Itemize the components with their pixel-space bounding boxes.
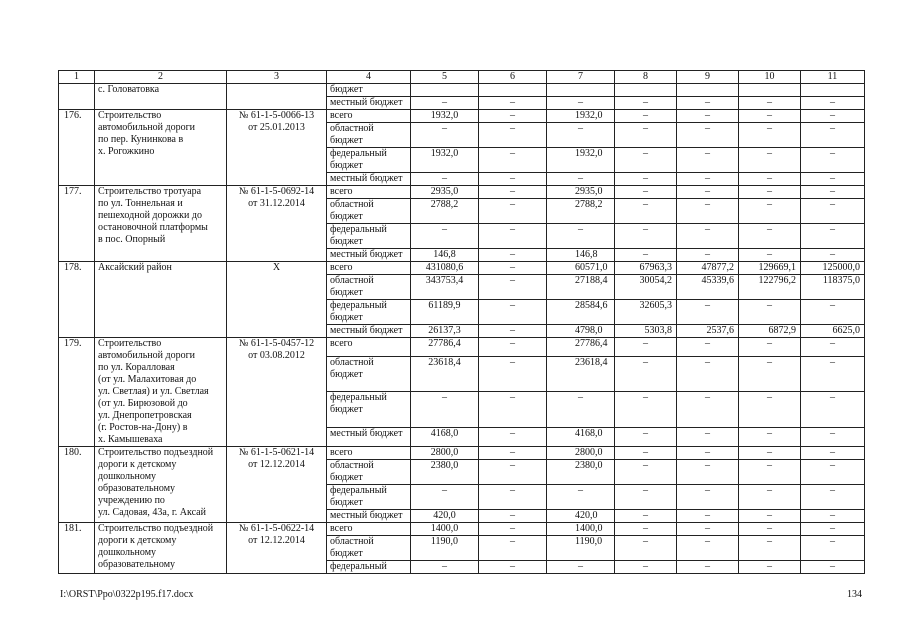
value-cell: – xyxy=(479,561,547,574)
value-cell: – xyxy=(411,485,479,510)
object-name: Строительство подъездной дороги к детскому дошкольному образовательному xyxy=(95,523,227,574)
funding-source: федеральный xyxy=(327,561,411,574)
value-cell: 2788,2 xyxy=(547,199,615,224)
value-cell: 129669,1 xyxy=(739,262,801,275)
row-number xyxy=(59,84,95,110)
table-row xyxy=(59,84,865,97)
header-row xyxy=(59,71,865,84)
funding-source: всего xyxy=(327,110,411,123)
value-cell: – xyxy=(615,224,677,249)
object-name: Строительство автомобильной дороги по ул. Коралловая (от ул. Малахитовая до ул. Светлая) и ул. Светлая (от ул. Бирюзовой до ул. Днепропетровская (г. Ростов-на-Дону) в х. Камышеваха xyxy=(95,338,227,447)
value-cell: – xyxy=(801,523,865,536)
value-cell: – xyxy=(677,148,739,173)
column-header: 9 xyxy=(677,71,739,84)
value-cell: 27786,4 xyxy=(411,338,479,357)
table-row xyxy=(59,186,865,199)
value-cell: – xyxy=(479,338,547,357)
value-cell: – xyxy=(677,510,739,523)
value-cell: – xyxy=(677,173,739,186)
value-cell: – xyxy=(801,510,865,523)
column-header: 7 xyxy=(547,71,615,84)
value-cell: – xyxy=(615,428,677,447)
object-name: с. Головатовка xyxy=(95,84,227,110)
value-cell: – xyxy=(677,523,739,536)
value-cell: – xyxy=(479,460,547,485)
value-cell: – xyxy=(739,123,801,148)
value-cell: – xyxy=(739,392,801,428)
value-cell: 32605,3 xyxy=(615,300,677,325)
value-cell: – xyxy=(801,249,865,262)
value-cell: 1190,0 xyxy=(547,536,615,561)
value-cell: – xyxy=(615,536,677,561)
value-cell: – xyxy=(411,224,479,249)
value-cell: – xyxy=(615,392,677,428)
value-cell: – xyxy=(479,224,547,249)
value-cell: – xyxy=(677,428,739,447)
value-cell: – xyxy=(677,356,739,392)
value-cell: 2800,0 xyxy=(411,447,479,460)
table-row xyxy=(59,110,865,123)
value-cell: – xyxy=(739,338,801,357)
budget-table xyxy=(58,70,865,574)
document-path: I:\ORST\Ppo\0322p195.f17.docx xyxy=(60,589,194,600)
value-cell: – xyxy=(677,249,739,262)
value-cell: 60571,0 xyxy=(547,262,615,275)
value-cell: 2935,0 xyxy=(411,186,479,199)
row-number: 178. xyxy=(59,262,95,338)
value-cell: 2935,0 xyxy=(547,186,615,199)
registration-number: № 61-1-5-0457-12 от 03.08.2012 xyxy=(227,338,327,447)
value-cell: 4168,0 xyxy=(547,428,615,447)
value-cell: – xyxy=(739,356,801,392)
value-cell: – xyxy=(615,356,677,392)
funding-source: федеральный бюджет xyxy=(327,485,411,510)
value-cell: – xyxy=(411,173,479,186)
value-cell: – xyxy=(479,249,547,262)
funding-source: всего xyxy=(327,186,411,199)
row-number: 177. xyxy=(59,186,95,262)
value-cell: – xyxy=(739,510,801,523)
value-cell: – xyxy=(615,460,677,485)
value-cell: – xyxy=(801,148,865,173)
funding-source: областной бюджет xyxy=(327,123,411,148)
value-cell: – xyxy=(677,97,739,110)
value-cell: – xyxy=(677,338,739,357)
value-cell: 1400,0 xyxy=(411,523,479,536)
value-cell: – xyxy=(801,536,865,561)
column-header: 10 xyxy=(739,71,801,84)
value-cell: – xyxy=(479,536,547,561)
funding-source: местный бюджет xyxy=(327,428,411,447)
value-cell: 6872,9 xyxy=(739,325,801,338)
value-cell: 1400,0 xyxy=(547,523,615,536)
value-cell xyxy=(739,84,801,97)
value-cell: 420,0 xyxy=(411,510,479,523)
registration-number xyxy=(227,84,327,110)
value-cell: 125000,0 xyxy=(801,262,865,275)
funding-source: местный бюджет xyxy=(327,249,411,262)
value-cell: 1932,0 xyxy=(411,148,479,173)
value-cell: – xyxy=(739,199,801,224)
value-cell: – xyxy=(739,300,801,325)
value-cell xyxy=(547,84,615,97)
value-cell: – xyxy=(677,186,739,199)
value-cell: – xyxy=(479,97,547,110)
value-cell: – xyxy=(479,300,547,325)
value-cell: – xyxy=(615,186,677,199)
value-cell xyxy=(677,84,739,97)
value-cell: – xyxy=(547,173,615,186)
column-header: 8 xyxy=(615,71,677,84)
value-cell: – xyxy=(615,199,677,224)
value-cell: – xyxy=(547,123,615,148)
value-cell: – xyxy=(801,338,865,357)
column-header: 2 xyxy=(95,71,227,84)
value-cell: – xyxy=(479,199,547,224)
value-cell: – xyxy=(547,561,615,574)
value-cell: – xyxy=(739,148,801,173)
value-cell: – xyxy=(615,110,677,123)
value-cell xyxy=(801,84,865,97)
value-cell: 1932,0 xyxy=(547,148,615,173)
value-cell: 45339,6 xyxy=(677,275,739,300)
column-header: 4 xyxy=(327,71,411,84)
value-cell: – xyxy=(801,300,865,325)
funding-source: областной бюджет xyxy=(327,275,411,300)
value-cell: – xyxy=(479,123,547,148)
value-cell: 1932,0 xyxy=(547,110,615,123)
value-cell: 5303,8 xyxy=(615,325,677,338)
value-cell: – xyxy=(801,428,865,447)
registration-number: Х xyxy=(227,262,327,338)
value-cell: – xyxy=(801,561,865,574)
table-row xyxy=(59,262,865,275)
value-cell: 6625,0 xyxy=(801,325,865,338)
value-cell: 67963,3 xyxy=(615,262,677,275)
funding-source: всего xyxy=(327,262,411,275)
value-cell: – xyxy=(547,485,615,510)
column-header: 6 xyxy=(479,71,547,84)
value-cell: – xyxy=(739,460,801,485)
value-cell: 146,8 xyxy=(411,249,479,262)
funding-source: всего xyxy=(327,447,411,460)
funding-source: областной бюджет xyxy=(327,199,411,224)
table-row xyxy=(59,338,865,357)
value-cell: – xyxy=(801,392,865,428)
value-cell: – xyxy=(615,338,677,357)
column-header: 5 xyxy=(411,71,479,84)
value-cell: – xyxy=(411,97,479,110)
value-cell: – xyxy=(677,300,739,325)
value-cell: – xyxy=(801,485,865,510)
value-cell: 2800,0 xyxy=(547,447,615,460)
value-cell: 2788,2 xyxy=(411,199,479,224)
registration-number: № 61-1-5-0692-14 от 31.12.2014 xyxy=(227,186,327,262)
table-row xyxy=(59,523,865,536)
value-cell: – xyxy=(479,110,547,123)
row-number: 180. xyxy=(59,447,95,523)
value-cell: – xyxy=(739,97,801,110)
value-cell: – xyxy=(677,392,739,428)
value-cell: 343753,4 xyxy=(411,275,479,300)
value-cell: – xyxy=(615,561,677,574)
value-cell: 23618,4 xyxy=(547,356,615,392)
funding-source: бюджет xyxy=(327,84,411,97)
value-cell: – xyxy=(739,186,801,199)
funding-source: федеральный бюджет xyxy=(327,392,411,428)
value-cell: – xyxy=(615,123,677,148)
funding-source: федеральный бюджет xyxy=(327,148,411,173)
value-cell: – xyxy=(479,148,547,173)
value-cell: 27786,4 xyxy=(547,338,615,357)
value-cell: – xyxy=(547,97,615,110)
value-cell: – xyxy=(801,224,865,249)
value-cell: – xyxy=(801,356,865,392)
value-cell: – xyxy=(547,224,615,249)
value-cell: – xyxy=(677,123,739,148)
value-cell: – xyxy=(411,561,479,574)
value-cell: 4168,0 xyxy=(411,428,479,447)
funding-source: местный бюджет xyxy=(327,325,411,338)
value-cell: – xyxy=(479,186,547,199)
value-cell: – xyxy=(677,199,739,224)
value-cell: – xyxy=(801,97,865,110)
funding-source: областной бюджет xyxy=(327,536,411,561)
value-cell: – xyxy=(411,123,479,148)
value-cell: 47877,2 xyxy=(677,262,739,275)
registration-number: № 61-1-5-0066-13 от 25.01.2013 xyxy=(227,110,327,186)
value-cell: – xyxy=(739,447,801,460)
value-cell: – xyxy=(615,523,677,536)
value-cell: – xyxy=(801,123,865,148)
value-cell: – xyxy=(739,536,801,561)
value-cell: – xyxy=(479,392,547,428)
value-cell: – xyxy=(739,173,801,186)
value-cell: – xyxy=(411,392,479,428)
value-cell: – xyxy=(739,485,801,510)
value-cell: – xyxy=(615,97,677,110)
value-cell: – xyxy=(615,173,677,186)
value-cell: 61189,9 xyxy=(411,300,479,325)
row-number: 176. xyxy=(59,110,95,186)
registration-number: № 61-1-5-0622-14 от 12.12.2014 xyxy=(227,523,327,574)
value-cell: – xyxy=(479,325,547,338)
object-name: Строительство автомобильной дороги по пер. Кунинкова в х. Рогожкино xyxy=(95,110,227,186)
funding-source: федеральный бюджет xyxy=(327,224,411,249)
value-cell: – xyxy=(801,173,865,186)
value-cell: – xyxy=(479,262,547,275)
funding-source: местный бюджет xyxy=(327,510,411,523)
funding-source: областной бюджет xyxy=(327,356,411,392)
object-name: Строительство подъездной дороги к детскому дошкольному образовательному учреждению по ул. Садовая, 43а, г. Аксай xyxy=(95,447,227,523)
funding-source: всего xyxy=(327,523,411,536)
value-cell: 1932,0 xyxy=(411,110,479,123)
value-cell: – xyxy=(615,249,677,262)
value-cell: – xyxy=(677,224,739,249)
page-number: 134 xyxy=(847,589,862,600)
value-cell: – xyxy=(615,485,677,510)
value-cell: 146,8 xyxy=(547,249,615,262)
value-cell: 1190,0 xyxy=(411,536,479,561)
value-cell: – xyxy=(547,392,615,428)
value-cell: – xyxy=(801,186,865,199)
value-cell: – xyxy=(801,447,865,460)
value-cell xyxy=(479,84,547,97)
value-cell xyxy=(411,84,479,97)
value-cell: – xyxy=(739,249,801,262)
value-cell: – xyxy=(677,485,739,510)
value-cell: 30054,2 xyxy=(615,275,677,300)
value-cell: – xyxy=(677,561,739,574)
value-cell: – xyxy=(677,460,739,485)
value-cell: – xyxy=(479,356,547,392)
value-cell: – xyxy=(739,110,801,123)
table-row xyxy=(59,447,865,460)
column-header: 3 xyxy=(227,71,327,84)
funding-source: областной бюджет xyxy=(327,460,411,485)
value-cell: – xyxy=(801,199,865,224)
value-cell: 118375,0 xyxy=(801,275,865,300)
value-cell: – xyxy=(677,447,739,460)
value-cell: – xyxy=(479,510,547,523)
funding-source: местный бюджет xyxy=(327,173,411,186)
value-cell: – xyxy=(479,485,547,510)
funding-source: всего xyxy=(327,338,411,357)
value-cell: – xyxy=(615,510,677,523)
value-cell: 26137,3 xyxy=(411,325,479,338)
value-cell: – xyxy=(479,523,547,536)
registration-number: № 61-1-5-0621-14 от 12.12.2014 xyxy=(227,447,327,523)
column-header: 11 xyxy=(801,71,865,84)
value-cell: 2537,6 xyxy=(677,325,739,338)
value-cell: – xyxy=(801,110,865,123)
object-name: Аксайский район xyxy=(95,262,227,338)
value-cell: – xyxy=(479,173,547,186)
value-cell: – xyxy=(615,148,677,173)
value-cell: 4798,0 xyxy=(547,325,615,338)
value-cell: 23618,4 xyxy=(411,356,479,392)
funding-source: местный бюджет xyxy=(327,97,411,110)
row-number: 179. xyxy=(59,338,95,447)
value-cell: – xyxy=(615,447,677,460)
value-cell: – xyxy=(479,275,547,300)
object-name: Строительство тротуара по ул. Тоннельная и пешеходной дорожки до остановочной платформы в пос. Опорный xyxy=(95,186,227,262)
value-cell xyxy=(615,84,677,97)
value-cell: – xyxy=(677,536,739,561)
value-cell: – xyxy=(739,523,801,536)
value-cell: 2380,0 xyxy=(547,460,615,485)
value-cell: 27188,4 xyxy=(547,275,615,300)
value-cell: – xyxy=(739,428,801,447)
row-number: 181. xyxy=(59,523,95,574)
value-cell: – xyxy=(739,224,801,249)
value-cell: 2380,0 xyxy=(411,460,479,485)
column-header: 1 xyxy=(59,71,95,84)
value-cell: 122796,2 xyxy=(739,275,801,300)
value-cell: – xyxy=(801,460,865,485)
value-cell: 28584,6 xyxy=(547,300,615,325)
value-cell: – xyxy=(739,561,801,574)
value-cell: 420,0 xyxy=(547,510,615,523)
funding-source: федеральный бюджет xyxy=(327,300,411,325)
value-cell: – xyxy=(677,110,739,123)
value-cell: 431080,6 xyxy=(411,262,479,275)
value-cell: – xyxy=(479,428,547,447)
value-cell: – xyxy=(479,447,547,460)
